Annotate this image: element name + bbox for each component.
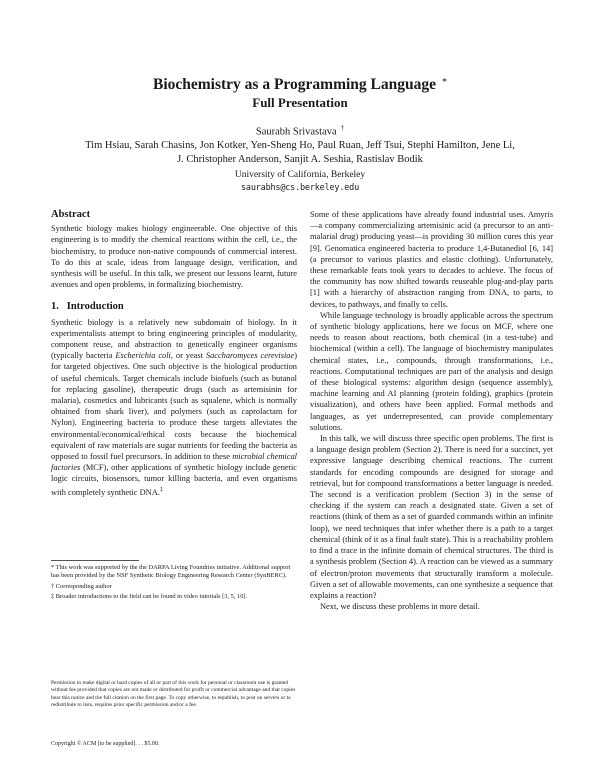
footnote-funding: * This work was supported by the the DARPA Living Foundries initiative. Additional support has been provided by the NSF Synthetic Biology Engineering Research Center (SynBERC). — [51, 564, 291, 580]
intro-paragraph-2: While language technology is broadly applicable across the spectrum of synthetic biology applications, here we focus on MCF, where one needs to reason about reactions, both chemical (in a test-tube) and biochemical (within a cell). The language of biochemistry manipulates chemical states, i.e., compounds, through transformations, i.e., reactions. Computational techniques are part of the analysis and design of these biological systems: algorithm design (sequence assembly), machine learning and AI planning (protein folding), graphics (protein visualization), and others have been applied. Formal methods and languages, as yet underrepresented, can provide complementary solutions. — [310, 310, 553, 432]
introduction-heading: 1. Introduction — [51, 301, 124, 313]
e-coli-italic: Escherichia coli — [115, 351, 171, 361]
abstract-text: Synthetic biology makes biology engineerable. One objective of this engineering is to modify the chemical reactions within the cell, i.e., the biochemistry, to produce non-native compounds of commercial interest. To do this at scale, ideas from language design, verification, and synthesis will be useful. In this talk, we present our lessons learnt, future avenues and open problems, in formalizing biochemistry. — [51, 224, 297, 290]
author-email: saurabhs@cs.berkeley.edu — [240, 183, 360, 193]
intro-footnote-mark: ‡ — [159, 486, 163, 493]
mcf-italic: microbial chemical factories — [51, 452, 297, 473]
corresponding-author: Saurabh Srivastava † — [255, 124, 345, 138]
right-column — [310, 209, 553, 612]
permission-notice: Permission to make digital or hard copies of all or part of this work for personal or classroom use is granted without fee provided that copies are not made or distributed for profit or commercial advantage and that copies bear this notice and the full citation on the first page. To copy otherwise, to republish, to post on servers or to redistribute to lists, requires prior specific permission and/or a fee. — [51, 680, 296, 708]
paper-subtitle: Full Presentation — [252, 95, 348, 110]
affiliation: University of California, Berkeley — [234, 170, 366, 180]
footnote-tutorials: ‡ Broader introductions to the field can be found in video tutorials [3, 5, 10]. — [51, 593, 248, 601]
left-column — [51, 209, 297, 498]
intro-paragraph-3: In this talk, we will discuss three specific open problems. The first is a language design problem (Section 2). There is need for a succinct, yet expressive language describing chemical reactions. The current standards for encoding compounds are designed for storage and retrieval, but for compound transformations a better language is needed. The second is a verification problem (Section 3) in the sense of checking if the system can reach a designated state. Given a set of reactions (think of them as a set of guarded commands within an infinite loop), we need techniques that infer whether there is a path to a target chemical (think of it as a final fault state). This is a reachability problem to find a trace in the infinite domain of chemical structures. The third is a synthesis problem (Section 4). A reaction can be viewed as a summary of electron/proton movements that structurally transform a molecule. Given a set of allowable movements, can one synthesize a sequence that explains a reaction? — [310, 434, 553, 600]
footnote-rule — [51, 560, 139, 561]
coauthor-list — [60, 139, 540, 166]
paper-title: Biochemistry as a Programming Language * — [152, 76, 447, 93]
copyright-line: Copyright © ACM [to be supplied]. . . $5.00. — [51, 741, 160, 747]
coauthors-line-1: Tim Hsiau, Sarah Chasins, Jon Kotker, Yen-Sheng Ho, Paul Ruan, Jeff Tsui, Stephi Hamilton, Jene Li, — [85, 140, 515, 151]
intro-paragraph-1-part-1: Synthetic biology is a relatively new subdomain of biology. In it experimentalists attempt to bring engineering principles of modularity, component reuse, and abstraction to genetically engineer organisms (typically bacteria Escherichia coli, or yeast Saccharomyces cerevisiae) for targeted objectives. One such objective is the biological production of useful chemicals. Target chemicals include biofuels (such as butanol for replacing gasoline), therapeutic drugs (such as artemisinin for malaria), cosmetics and lubricants (such as squalene, which is normally obtained from shark liver), and polymers (such as caprolactam for Nylon). Engineering bacteria to produce these targets alleviates the environmental/economical/ethical costs because the biochemical equivalent of raw materials are sugar nutrients for feeding the bacteria as opposed to fossil fuel precursors. In addition to these microbial chemical factories (MCF), other applications of synthetic biology include genetic logic circuits, biosensors, tumor killing bacteria, and even organisms with completely synthetic DNA.‡ — [51, 317, 297, 497]
author-footnote-mark: † — [340, 124, 345, 132]
intro-paragraph-1-continued: Some of these applications have already found industrial uses. Amyris—a company commercializing artemisinic acid (a precursor to an anti-malarial drug) producing yeast—is providing 30 million cures this year [9]. Genomatica engineered bacteria to produce 1,4-Butanediol [6, 14] (a precursor to various plastics and elastic clothing). Unfortunately, these remarkable feats took years to decades to achieve. The focus of the community has now shifted towards reuseable plug-and-play parts [1] with a hierarchy of abstraction ranging from DNA, to parts, to devices, to pathways, and finally to cells. — [310, 210, 553, 309]
footnotes — [51, 564, 297, 604]
yeast-italic: Saccharomyces cerevisiae — [205, 351, 295, 361]
coauthors-line-2: J. Christopher Anderson, Sanjit A. Seshia, Rastislav Bodik — [177, 153, 423, 165]
abstract-heading: Abstract — [51, 209, 91, 220]
footnote-corresponding: † Corresponding author — [51, 582, 112, 590]
intro-paragraph-4: Next, we discuss these problems in more detail. — [320, 602, 480, 612]
title-footnote-mark: * — [442, 77, 447, 88]
